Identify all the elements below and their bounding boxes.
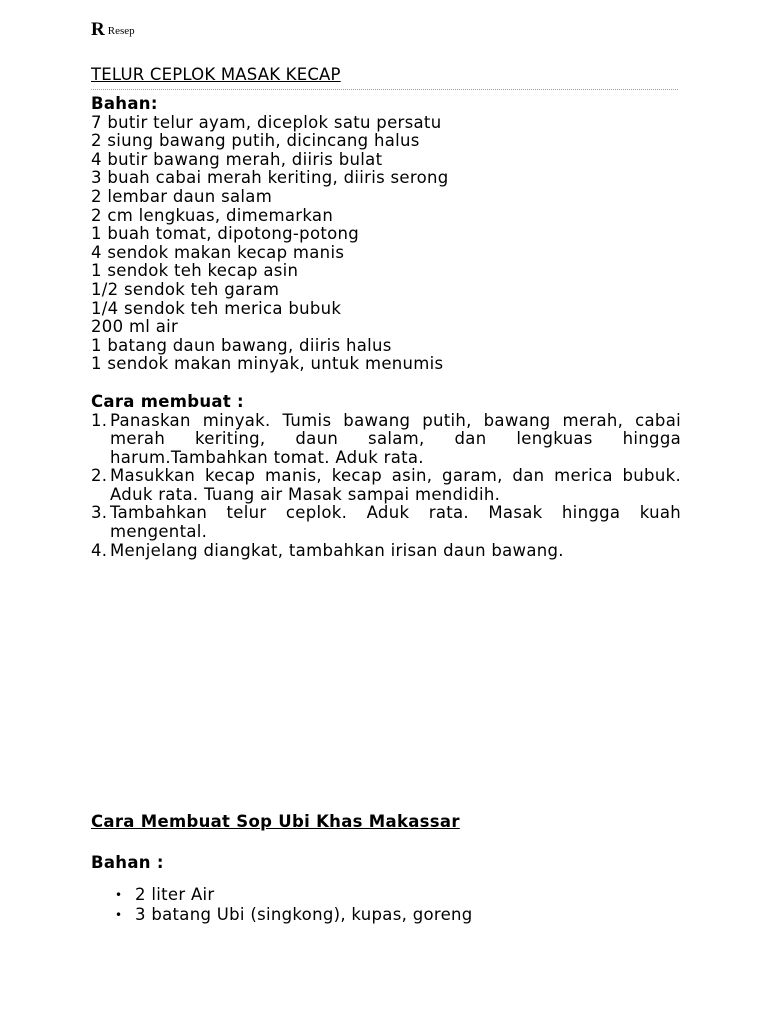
ingredient-line: 2 cm lengkuas, dimemarkan [91,205,334,225]
bullet-text: 2 liter Air [135,885,215,905]
bullet-icon: • [115,908,123,923]
recipe-2 [91,813,681,925]
bullet-item [91,885,681,905]
ingredient-line: 1 sendok teh kecap asin [91,261,299,281]
recipe-title: TELUR CEPLOK MASAK KECAP [91,65,341,84]
step-number: 4. [91,540,108,560]
header-label: Resep [107,25,135,37]
step-text: Panaskan minyak. Tumis bawang putih, bawang merah, cabai merah keriting, daun salam, dan lengkuas hingga harum.Tambahkan tomat. Aduk rata. [110,410,681,467]
ingredient-line: 1/4 sendok teh merica bubuk [91,298,342,318]
step-number: 3. [91,503,108,523]
step-item [91,504,681,541]
ingredient-line: 1 sendok makan minyak, untuk menumis [91,354,444,374]
ingredient-line: 2 lembar daun salam [91,186,273,206]
step-number: 1. [91,410,108,430]
ingredient-line: 3 buah cabai merah keriting, diiris serong [91,168,449,188]
ingredient-line: 4 sendok makan kecap manis [91,242,345,262]
ingredients-heading: Bahan : [91,852,164,872]
ingredients-list [91,114,681,374]
bullet-icon: • [115,888,123,903]
ingredient-line: 2 siung bawang putih, dicincang halus [91,131,420,151]
bullet-text: 3 batang Ubi (singkong), kupas, goreng [135,905,473,925]
step-number: 2. [91,466,108,486]
ingredient-line: 4 butir bawang merah, diiris bulat [91,149,383,169]
step-text: Menjelang diangkat, tambahkan irisan daun bawang. [110,540,564,560]
brand-logo-letter: R [91,19,105,40]
ingredients-heading: Bahan: [91,94,158,113]
spacer [91,374,681,393]
step-item [91,542,681,561]
ingredient-line: 1 buah tomat, dipotong-potong [91,224,360,244]
step-item [91,412,681,468]
recipe-2-title: Cara Membuat Sop Ubi Khas Makassar [91,812,460,831]
ingredient-line: 200 ml air [91,317,179,337]
document-header [91,21,135,41]
step-text: Masukkan kecap manis, kecap asin, garam, dan merica bubuk. Aduk rata. Tuang air Masak sampai mendidih. [110,466,681,504]
steps-list [91,412,681,561]
ingredient-line: 1 batang daun bawang, diiris halus [91,335,392,355]
recipe-1 [91,95,681,560]
steps-heading: Cara membuat : [91,391,244,411]
bullet-list [91,885,681,925]
ingredient-line: 7 butir telur ayam, diceplok satu persatu [91,112,442,132]
step-item [91,467,681,504]
ingredient-line: 1/2 sendok teh garam [91,279,280,299]
step-text: Tambahkan telur ceplok. Aduk rata. Masak hingga kuah mengental. [110,503,681,542]
bullet-item [91,905,681,925]
dotted-divider [91,89,678,90]
